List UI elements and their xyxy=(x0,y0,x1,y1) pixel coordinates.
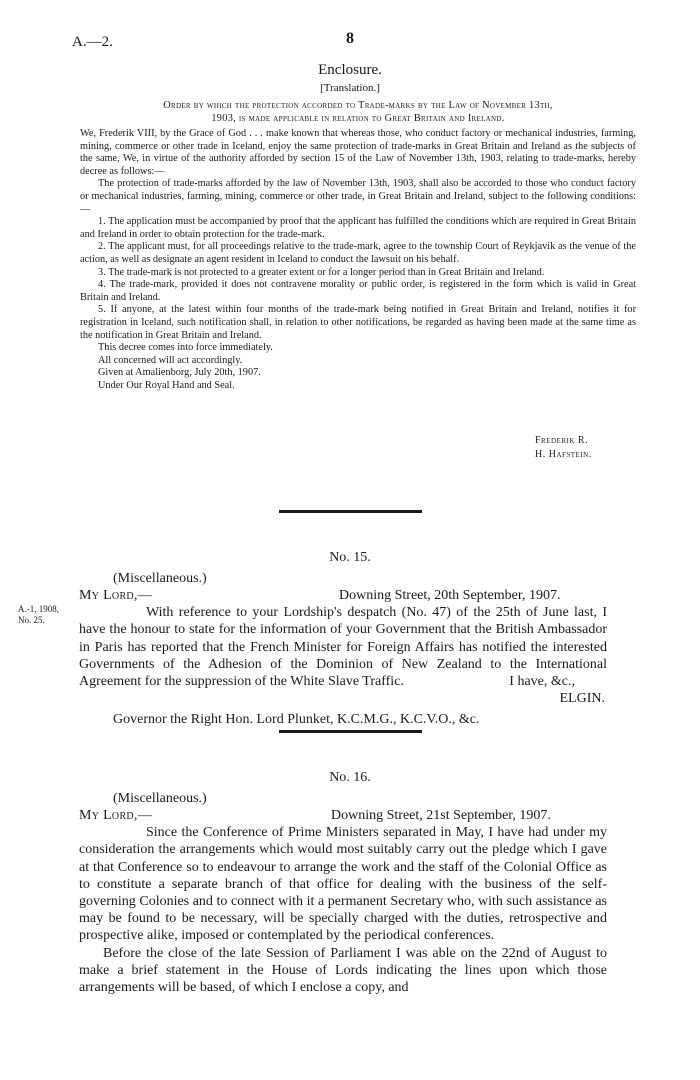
letter-15 xyxy=(79,570,607,729)
order-title-line-1: Order by which the protection accorded to Trade-marks by the Law of November 13th, xyxy=(163,100,553,111)
dateline: Downing Street, 20th September, 1907. xyxy=(339,588,561,604)
section-divider xyxy=(279,510,422,513)
letter-signature: ELGIN. xyxy=(559,691,605,707)
letter-closing: I have, &c., xyxy=(509,674,575,690)
closing-line: Given at Amalienborg, July 20th, 1907. xyxy=(98,367,261,379)
order-title-line-2: 1903, is made applicable in relation to Great Britain and Ireland. xyxy=(211,112,505,124)
enclosure-title: Enclosure. xyxy=(318,62,382,78)
enclosure-condition: 1. The application must be accompanied by proof that the applicant has fulfilled the conditions which are required in Great Britain and Ireland in order to obtain protection for the trade-mark. xyxy=(80,216,636,240)
enclosure-subtitle: [Translation.] xyxy=(320,82,380,94)
dateline: Downing Street, 21st September, 1907. xyxy=(331,808,551,824)
letter-paragraph: Since the Conference of Prime Ministers separated in May, I have had under my consideration the arrangements which would most suitably carry out the pledge which I gave at that Conference so to endeavour to arrange the work and the staff of the Colonial Office as to constitute a separate branch of that office for dealing with the business of the self-governing Colonies and to connect with it a permanent Secretary who, with such assistance as may be found to be necessary, will be specially charged with the duties, retrospective and prospective alike, imposed or contemplated by the periodical conferences. xyxy=(79,825,607,944)
margin-reference xyxy=(18,604,59,626)
salutation: My Lord,— xyxy=(79,808,153,824)
enclosure-body xyxy=(80,128,636,392)
enclosure-condition: 3. The trade-mark is not protected to a greater extent or for a longer period than in Great Britain and Ireland. xyxy=(98,266,545,278)
letter-category: (Miscellaneous.) xyxy=(113,791,207,806)
letter-number-16: No. 16. xyxy=(329,770,371,785)
enclosure-condition: 5. If anyone, at the latest within four months of the trade-mark being notified in Great Britain and Ireland, notifies it for registration in Iceland, such notification shall, in relation to other notifications, be regarded as having been made at the same time as the notification in Great Britain and Ireland. xyxy=(80,304,636,341)
enclosure-condition: 2. The applicant must, for all proceedings relative to the trade-mark, agree to the township Court of Reykjavik as the venue of the action, as well as designate an agent resident in Iceland to conduct the lawsuit on his behalf. xyxy=(80,241,636,265)
letter-number-15: No. 15. xyxy=(329,550,371,565)
page-number: 8 xyxy=(346,30,354,47)
enclosure-paragraph: We, Frederik VIII, by the Grace of God . . . make known that whereas those, who conduct factory or mechanical industries, farming, mining, commerce or other trade in Iceland, enjoy the same protection of trade-marks in Great Britain and Ireland as the subjects of the same, We, in virtue of the authority afforded by section 15 of the Law of November 13th, 1903, relating to trade-marks, hereby decree as follows:— xyxy=(80,128,636,177)
enclosure-condition: 4. The trade-mark, provided it does not contravene morality or public order, is registered in the form which is valid in Great Britain and Ireland. xyxy=(80,279,636,303)
section-divider xyxy=(279,730,422,733)
salutation: My Lord,— xyxy=(79,588,153,604)
letter-paragraph: Before the close of the late Session of Parliament I was able on the 22nd of August to make a brief statement in the House of Lords indicating the lines upon which those arrangements will be based, of which I enclose a copy, and xyxy=(79,945,607,996)
signature-minister: H. Hafstein. xyxy=(535,449,592,460)
enclosure-paragraph: The protection of trade-marks afforded by the law of November 13th, 1903, shall also be accorded to those who conduct factory or mechanical industries, farming, mining, commerce or other trade, in Great Britain and Ireland, subject to the following conditions:— xyxy=(80,178,636,215)
margin-reference-line: A.-1, 1908, xyxy=(18,604,59,614)
closing-line: All concerned will act accordingly. xyxy=(98,354,243,366)
enclosure-signatures xyxy=(535,434,592,462)
document-reference: A.—2. xyxy=(72,34,113,50)
addressee: Governor the Right Hon. Lord Plunket, K.C.M.G., K.C.V.O., &c. xyxy=(113,712,480,728)
letter-category: (Miscellaneous.) xyxy=(113,571,207,586)
closing-line: Under Our Royal Hand and Seal. xyxy=(98,379,235,391)
order-title xyxy=(80,100,636,125)
closing-line: This decree comes into force immediately. xyxy=(98,342,273,354)
letter-body: With reference to your Lordship's despatch (No. 47) of the 25th of June last, I have the honour to state for the information of your Government that the British Ambassador in Paris has reported that the French Minister for Foreign Affairs has notified the interested Governments of the Adhesion of the Dominion of New Zealand to the International Agreement for the suppression of the White Slave Traffic. xyxy=(79,605,607,690)
margin-reference-line: No. 25. xyxy=(18,615,45,625)
signature-king: Frederik R. xyxy=(535,435,589,446)
letter-16 xyxy=(79,790,607,996)
